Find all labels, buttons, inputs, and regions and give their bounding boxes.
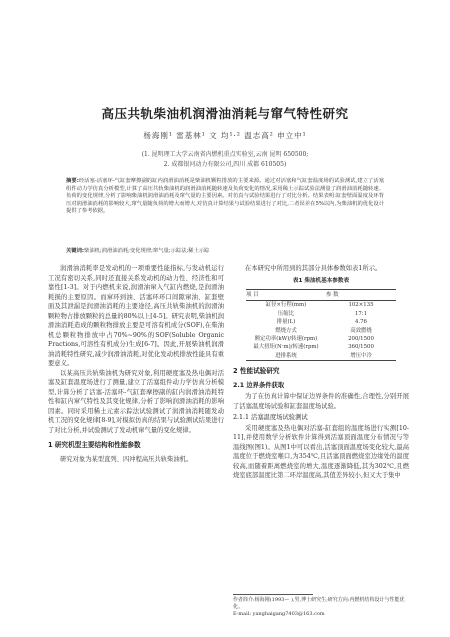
footnote-author: 作者简介:杨海刚(1993— ),男,博士研究生;研究方向:内燃机结构设计与性能优化。 [233, 597, 405, 610]
table-cell-value: 17:1 [354, 310, 368, 317]
table-caption: 表1 柴油机基本参数表 [292, 277, 350, 284]
intro-paragraph-2: 以某高压共轨柴油机为研究对象,利用硬度塞及热电偶对活塞及缸套温度场进行了测量,建立了活塞组件动力学仿真分析模型,计算分析了活塞-活塞环-气缸套摩擦副的缸内润滑油消耗特性和缸内窜气特性及其变化规律,分析了影响润滑油消耗的影响因素。同时采用稀土元素示踪法试验测试了润滑油消耗随发动机工况的变化规律[8-9],对模拟仿真的结果与试验测试结果进行了对比分析,并试验测试了发动机窜气量的变化规律。 [48, 369, 224, 434]
table-cell-key: 进排系统 [246, 352, 326, 361]
right-column [233, 264, 409, 481]
table-row [246, 343, 396, 351]
abstract-label: 摘要: [66, 178, 79, 184]
table-header-value: 参 数 [326, 290, 396, 301]
section-2-1-text: 为了在仿真计算中保证边界条件的准确性,合理性,分别开展了活塞温度场试验和缸套温度场试验。 [233, 393, 409, 410]
table-cell-value: 360/1500 [348, 344, 374, 351]
section-2-1-1-text: 采用硬度塞及热电偶对活塞-缸套组的温度场进行实测[10-11],并使用数学分析软件计算得到活塞顶面温度分布情况与等温线图(图1)。从图1中可以看出,活塞顶面温度场变化较大,最高温度位于燃烧室喉口,为354℃,且活塞顶面燃烧室边缘处的温度较高,而随着距离燃烧室的增大,温度逐渐降低,其为302℃,且燃烧室底部温度比第二环岸温度高,其值差异较小,但又大于集中 [233, 424, 409, 480]
table-cell-value: 4.76 [354, 319, 367, 326]
table-header-item: 项 目 [246, 290, 326, 301]
abstract-text: 经活塞-活塞环-气缸套摩擦副的缸内润滑油消耗是柴油机颗粒排放的主要来源。通过对活塞和气缸套温度场的试验测试,建立了活塞组件动力学仿真分析模型,计算了高压共轨柴油机的润滑油消耗随转速及负荷变化的情况,采用稀土示踪试验法测量了润滑油消耗随转速、负荷的变化规律,分析了影响柴油机润滑油消耗及窜气量的主要因素。对仿真与试验结果进行了对比分析。结果表明:缸套壁面温度及环背压对润滑油消耗的影响较大,窜气量随负荷的增大而增大,对仿真计算结果与试验结果进行了对比,二者误差在5%以内,为柴油机的优化设计提供了参考依据。 [66, 178, 384, 215]
affiliation-1: (1. 昆明理工大学云南省内燃机重点实验室,云南 昆明 650500; [141, 151, 309, 158]
table-cell-value: 102×135 [348, 302, 374, 309]
table-cell-value: 高效燃烧 [350, 327, 372, 334]
paper-title: 高压共轨柴油机润滑油消耗与窜气特性研究 [101, 106, 349, 121]
table-cell-key: 最大扭矩(N·m)/转速(rpm) [253, 344, 319, 351]
footnote-email: E-mail: yanghaigang7403@163.com [233, 611, 325, 617]
table-row [246, 352, 396, 361]
section-2-1-1-heading: 2.1.1 活塞温度场试验测试 [233, 414, 308, 422]
keywords [66, 248, 384, 256]
section-2-1-heading: 2.1 边界条件获取 [233, 381, 285, 389]
abstract [66, 178, 384, 216]
keywords-text: 柴油机;润滑油消耗;变化规律;窜气量;示踪法;稀土示踪 [84, 248, 210, 254]
table-row [246, 301, 396, 310]
table-cell-value: 增压中冷 [326, 352, 396, 361]
table-cell-value: 200/1500 [348, 336, 374, 343]
section-1-heading: 1 研究机型主要结构和性能参数 [48, 441, 141, 449]
section-2-heading: 2 性能试验研究 [233, 367, 280, 376]
table-header-row [246, 290, 396, 301]
intro-paragraph-1: 润滑油消耗率是发动机的一项重要性能指标,与发动机运行工况有密切关系,同时还直接关系发动机的动力性、经济性和可靠性[1-3]。对于内燃机来说,润滑油窜入气缸内燃烧,是润滑油耗损的主要原因。而窜环到油、活塞环环口间隙窜油、缸套壁面及其泄漏是润滑油消耗的主要途径,高压共轨柴油机的润滑油颗粒物占排放颗粒的总量的80%以上[4-5]。研究表明,柴油机润滑油消耗造成的颗粒物排放主要是可溶有机成分(SOF),在柴油机总颗粒物排放中占70%~90%的SOF(Soluble Organic Fractions,可溶性有机成分)生成[6-7]。因此,开展柴油机润滑油消耗特性研究,减少润滑油消耗,对优化发动机排放性能具有重要意义。 [48, 265, 224, 367]
table-cell-key: 燃烧方式 [275, 327, 297, 334]
left-column [48, 264, 224, 464]
table-cell-key: 额定功率(kW)/转速(rpm) [254, 336, 318, 343]
table-cell-key: 缸径×行程(mm) [265, 302, 307, 309]
footnote-divider [233, 594, 313, 595]
table-intro-text: 在本研究中所用到的其部分具体参数如表1所示。 [245, 265, 382, 272]
parameter-table [246, 289, 396, 361]
table-row [246, 310, 396, 318]
table-row [246, 335, 396, 343]
author-list: 杨海刚¹ 雷基林¹ 文 均¹·² 温志高² 申立中¹ [143, 131, 307, 140]
footnote [233, 597, 413, 618]
section-1-text: 研究对象为某型直列、四冲程高压共轨柴油机。 [60, 455, 193, 463]
table-row [246, 327, 396, 335]
affiliation-2: 2. 成都银河动力有限公司,四川 成都 610505) [163, 161, 287, 168]
table-cell-key: 压缩比 [277, 310, 295, 317]
keywords-label: 关键词: [66, 248, 85, 254]
table-row [246, 318, 396, 326]
table-cell-key: 排量(L) [276, 319, 296, 326]
